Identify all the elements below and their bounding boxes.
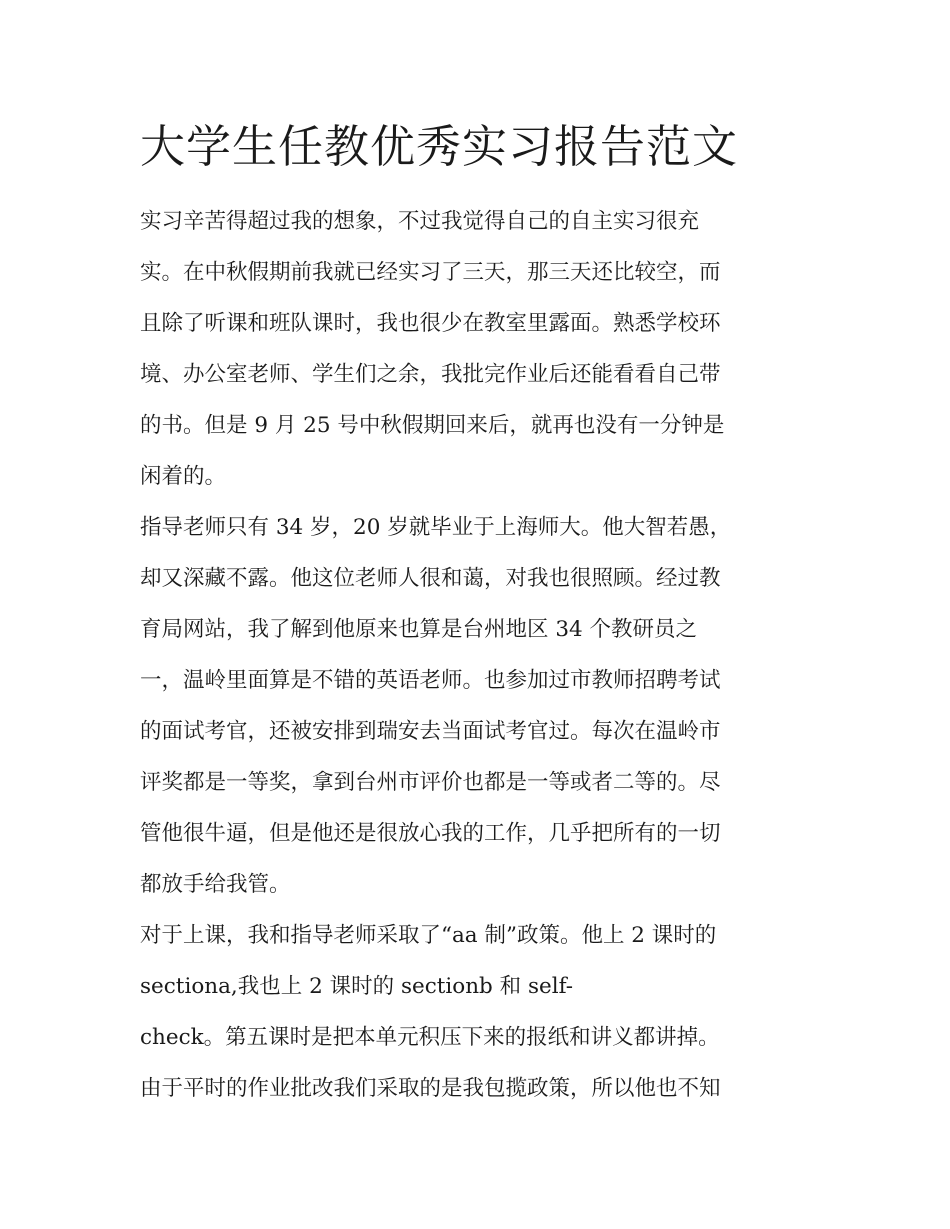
- text-line: sectiona,我也上 2 课时的 sectionb 和 self-: [140, 974, 574, 999]
- text-line: 的面试考官，还被安排到瑞安去当面试考官过。每次在温岭市: [140, 719, 721, 744]
- text-line: 却又深藏不露。他这位老师人很和蔼，对我也很照顾。经过教: [140, 566, 721, 591]
- text-line: check。第五课时是把本单元积压下来的报纸和讲义都讲掉。: [140, 1025, 720, 1050]
- document-body: [140, 196, 840, 1114]
- document-title: 大学生任教优秀实习报告范文: [140, 120, 739, 173]
- text-line: 评奖都是一等奖，拿到台州市评价也都是一等或者二等的。尽: [140, 770, 721, 795]
- text-line: 实习辛苦得超过我的想象，不过我觉得自己的自主实习很充: [140, 209, 700, 234]
- text-line: 管他很牛逼，但是他还是很放心我的工作，几乎把所有的一切: [140, 821, 721, 846]
- text-line: 指导老师只有 34 岁，20 岁就毕业于上海师大。他大智若愚，: [140, 515, 732, 540]
- text-line: 育局网站，我了解到他原来也算是台州地区 34 个教研员之: [140, 617, 698, 642]
- text-line: 由于平时的作业批改我们采取的是我包揽政策，所以他也不知: [140, 1076, 721, 1101]
- text-line: 闲着的。: [140, 464, 227, 489]
- text-line: 的书。但是 9 月 25 号中秋假期回来后，就再也没有一分钟是: [140, 413, 725, 438]
- text-line: 一，温岭里面算是不错的英语老师。也参加过市教师招聘考试: [140, 668, 721, 693]
- text-line: 都放手给我管。: [140, 872, 291, 897]
- text-line: 境、办公室老师、学生们之余，我批完作业后还能看看自己带: [140, 362, 721, 387]
- text-line: 实。在中秋假期前我就已经实习了三天，那三天还比较空，而: [140, 260, 721, 285]
- text-line: 且除了听课和班队课时，我也很少在教室里露面。熟悉学校环: [140, 311, 721, 336]
- text-line: 对于上课，我和指导老师采取了“aa 制”政策。他上 2 课时的: [140, 923, 717, 948]
